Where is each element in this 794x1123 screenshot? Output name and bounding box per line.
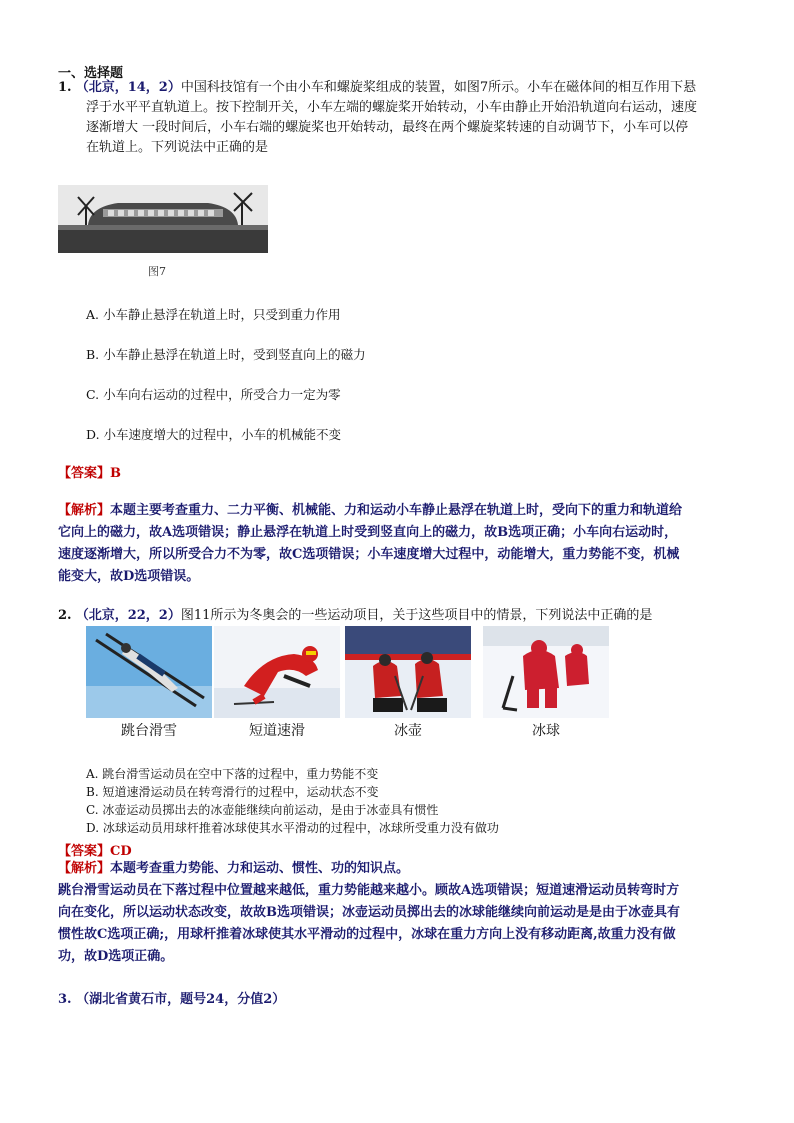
question-source: （北京，22，2） xyxy=(75,608,181,623)
analysis-line: 向在变化，所以运动状态改变，故故B选项错误；冰壶运动员掷出去的冰球能继续向前运动是是由于冰壶具有 xyxy=(58,905,680,920)
answer-tag: 【答案】 xyxy=(58,844,111,859)
option-d: D. 冰球运动员用球杆推着冰球使其水平滑动的过程中，冰球所受重力没有做功 xyxy=(86,821,499,835)
analysis-line: 【解析】本题主要考查重力、二力平衡、机械能、力和运动小车静止悬浮在轨道上时，受向下的重力和轨道给 xyxy=(58,503,683,518)
question-stem: 图11所示为冬奥会的一些运动项目，关于这些项目中的情景，下列说法中正确的是 xyxy=(180,608,653,623)
question-stem: 中国科技馆有一个由小车和螺旋桨组成的装置，如图7所示。小车在磁体间的相互作用下悬 xyxy=(180,80,697,95)
photo-caption: 冰球 xyxy=(532,723,560,739)
ski-jumping-photo xyxy=(86,626,212,718)
analysis-line: 跳台滑雪运动员在下落过程中位置越来越低，重力势能越来越小。顾故A选项错误；短道速滑运动员转弯时方 xyxy=(58,883,680,898)
answer-value: B xyxy=(110,466,122,481)
analysis-line: 它向上的磁力，故A选项错误；静止悬浮在轨道上时受到竖直向上的磁力，故B选项正确；小车向右运动时， xyxy=(58,525,678,540)
photo-caption: 跳台滑雪 xyxy=(121,723,177,739)
analysis-line: 功，故D选项正确。 xyxy=(58,949,174,964)
ice-hockey-photo xyxy=(483,626,609,718)
option-a: A. 小车静止悬浮在轨道上时，只受到重力作用 xyxy=(86,307,341,322)
analysis-line: 速度逐渐增大，所以所受合力不为零，故C选项错误；小车速度增大过程中，动能增大，重力势能不变，机械 xyxy=(58,547,680,562)
question-3-heading: 3. （湖北省黄石市，题号24，分值2） xyxy=(58,992,286,1007)
answer-line xyxy=(58,840,132,859)
photo-caption: 冰壶 xyxy=(394,723,422,739)
question-2 xyxy=(58,604,652,623)
question-1-line1 xyxy=(58,78,748,98)
photo-caption: 短道速滑 xyxy=(249,723,305,739)
question-1 xyxy=(58,78,748,158)
short-track-photo xyxy=(214,626,340,718)
question-stem-line: 浮于水平平直轨道上。按下控制开关，小车左端的螺旋桨开始转动，小车由静止开始沿轨道向右运动，速度 xyxy=(86,100,698,115)
analysis-block xyxy=(58,858,748,968)
question-number: 1. xyxy=(58,80,72,95)
option-c: C. 冰壶运动员掷出去的冰壶能继续向前运动，是由于冰壶具有惯性 xyxy=(86,803,439,817)
analysis-line: 【解析】本题考查重力势能、力和运动、惯性、功的知识点。 xyxy=(58,861,410,876)
option-b: B. 短道速滑运动员在转弯滑行的过程中，运动状态不变 xyxy=(86,785,379,799)
option-d: D. 小车速度增大的过程中，小车的机械能不变 xyxy=(86,427,342,442)
analysis-line: 能变大，故D选项错误。 xyxy=(58,569,200,584)
option-c: C. 小车向右运动的过程中，所受合力一定为零 xyxy=(86,387,341,402)
answer-value: CD xyxy=(110,844,132,859)
analysis-block xyxy=(58,500,748,588)
section-title: 一、选择题 xyxy=(58,66,124,81)
curling-photo xyxy=(345,626,471,718)
option-a: A. 跳台滑雪运动员在空中下落的过程中，重力势能不变 xyxy=(86,767,379,781)
figure-7-image xyxy=(58,185,268,253)
question-number: 2. xyxy=(58,608,72,623)
figure-caption: 图7 xyxy=(148,265,166,278)
question-stem-line: 逐渐增大 一段时间后，小车右端的螺旋桨也开始转动，最终在两个螺旋桨转速的自动调节下，小车可以停 xyxy=(86,120,689,135)
question-source: （北京，14，2） xyxy=(75,80,181,95)
answer-line xyxy=(58,462,121,481)
question-stem-line: 在轨道上。下列说法中正确的是 xyxy=(86,140,269,155)
answer-tag: 【答案】 xyxy=(58,466,111,481)
analysis-tag: 【解析】 xyxy=(58,503,111,518)
analysis-tag: 【解析】 xyxy=(58,861,111,876)
option-b: B. 小车静止悬浮在轨道上时，受到竖直向上的磁力 xyxy=(86,347,366,362)
analysis-line: 惯性故C选项正确;，用球杆推着冰球使其水平滑动的过程中，冰球在重力方向上没有移动距离,故重力没有做 xyxy=(58,927,676,942)
